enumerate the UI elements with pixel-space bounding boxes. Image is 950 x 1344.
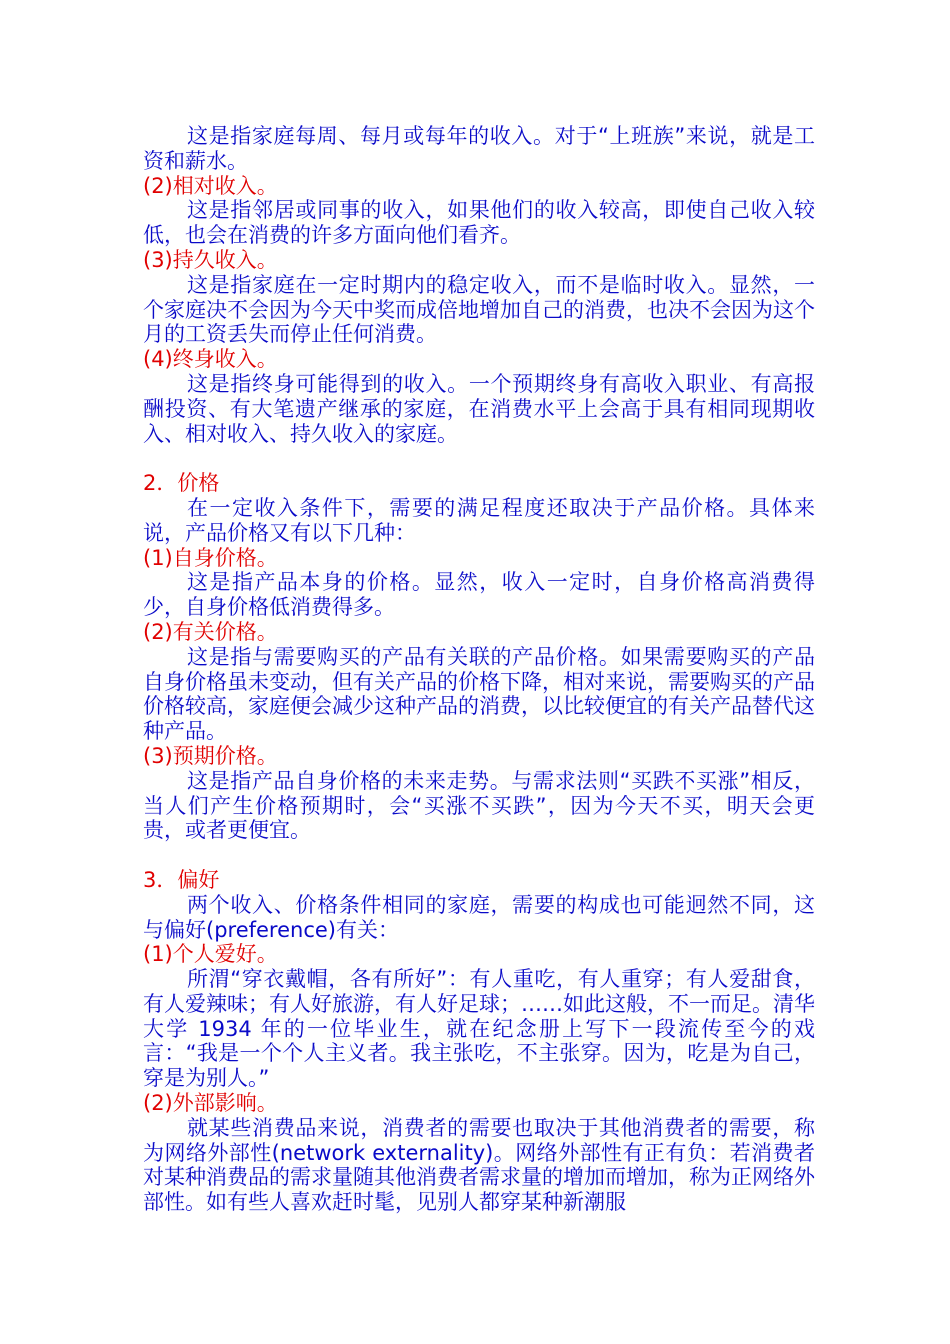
heading-external-influence: (2)外部影响。 [143,1091,278,1116]
paragraph-related-price: 这是指与需要购买的产品有关联的产品价格。如果需要购买的产品自身价格虽未变动，但有关产品的价格下降，相对来说，需要购买的产品价格较高，家庭便会减少这种产品的消费，以比较便宜的有关产品替代这种产品。 [143,644,815,744]
paragraph-price-intro: 在一定收入条件下，需要的满足程度还取决于产品价格。具体来说，产品价格又有以下几种： [143,495,815,545]
section-heading-preference: 3．偏好 [143,867,220,892]
paragraph-personal-taste: 所渭“穿衣戴帽，各有所好”：有人重吃，有人重穿；有人爱甜食，有人爱辣味；有人好旅游，有人好足球；……如此这般，不一而足。清华大学 1934 年的一位毕业生，就在纪念册上写下一段流传至今的戏言：“我是一个个人主义者。我主张吃，不主张穿。因为，吃是为自己，穿是为别人。” [143,967,815,1091]
heading-related-price: (2)有关价格。 [143,619,278,644]
heading-own-price: (1)自身价格。 [143,545,278,570]
paragraph-current-income: 这是指家庭每周、每月或每年的收入。对于“上班族”来说，就是工资和薪水。 [143,124,815,173]
paragraph-relative-income: 这是指邻居或同事的收入，如果他们的收入较高，即使自己收入较低，也会在消费的许多方面向他们看齐。 [143,198,815,248]
paragraph-preference-intro: 两个收入、价格条件相同的家庭，需要的构成也可能迥然不同，这与偏好(preference)有关： [143,892,815,942]
paragraph-lifetime-income: 这是指终身可能得到的收入。一个预期终身有高收入职业、有高报酬投资、有大笔遗产继承的家庭，在消费水平上会高于具有相同现期收入、相对收入、持久收入的家庭。 [143,371,815,446]
paragraph-own-price: 这是指产品本身的价格。显然，收入一定时，自身价格高消费得少，自身价格低消费得多。 [143,570,815,620]
heading-personal-taste: (1)个人爱好。 [143,942,278,967]
paragraph-external-influence: 就某些消费品来说，消费者的需要也取决于其他消费者的需要，称为网络外部性(network externality)。网络外部性有正有负：若消费者对某种消费品的需求量随其他消费者需求量的增加而增加，称为正网络外部性。如有些人喜欢赶时髦，见别人都穿某种新潮服 [143,1115,815,1215]
paragraph-permanent-income: 这是指家庭在一定时期内的稳定收入，而不是临时收入。显然，一个家庭决不会因为今天中奖而成倍地增加自己的消费，也决不会因为这个月的工资丢失而停止任何消费。 [143,272,815,347]
heading-permanent-income: (3)持久收入。 [143,247,278,272]
heading-relative-income: (2)相对收入。 [143,173,278,198]
heading-lifetime-income: (4)终身收入。 [143,347,278,372]
heading-expected-price: (3)预期价格。 [143,743,278,768]
document-page [143,124,815,1215]
section-heading-price: 2．价格 [143,471,220,496]
paragraph-expected-price: 这是指产品自身价格的未来走势。与需求法则“买跌不买涨”相反，当人们产生价格预期时，会“买涨不买跌”，因为今天不买，明天会更贵，或者更便宜。 [143,768,815,843]
